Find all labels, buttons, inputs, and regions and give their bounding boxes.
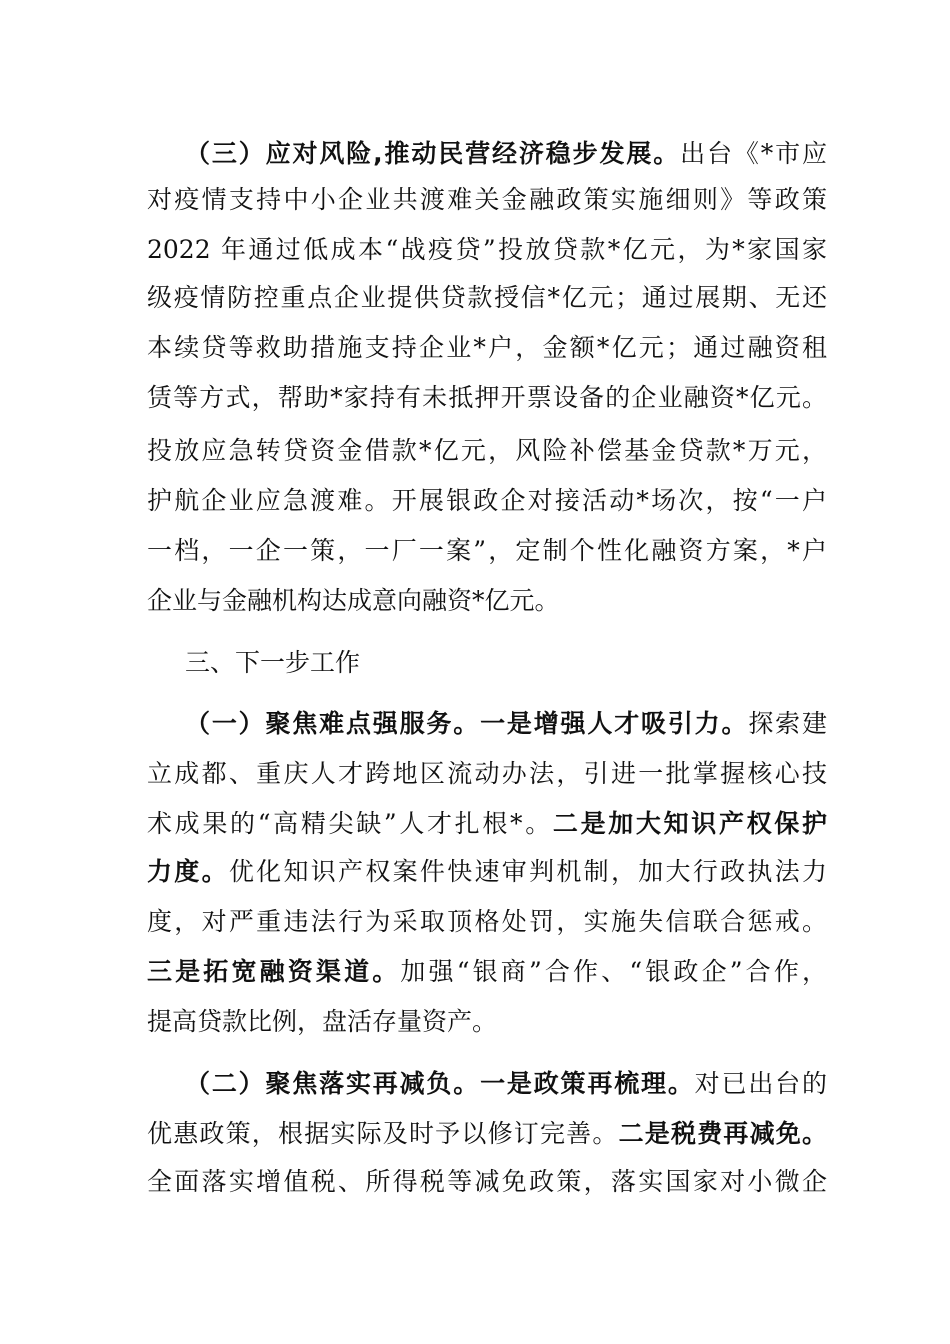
para3-line-1-text: 出台《*市应 [680, 139, 827, 168]
item1-line-7: 提高贷款比例，盘活存量资产。 [147, 1007, 498, 1036]
item2-bold-point-2: 二是税费再减免。 [618, 1119, 827, 1148]
item1-line-4-text: 优化知识产权案件快速审判机制，加大行政执法力 [228, 857, 827, 886]
item1-bold-point-3: 三是拓宽融资渠道。 [147, 957, 401, 986]
para3-line-9: 一档，一企一策，一厂一案”，定制个性化融资方案，*户 [147, 536, 827, 565]
para3-line-3: 2022 年通过低成本“战疫贷”投放贷款*亿元，为*家国家 [147, 235, 827, 264]
item1-bold-point-2: 二是加大知识产权保护 [552, 809, 827, 838]
item1-bold-point-2-end: 力度。 [147, 857, 229, 886]
item1-line-3 [147, 804, 827, 844]
para3-line-1 [185, 134, 827, 174]
para3-line-6: 赁等方式，帮助*家持有未抵押开票设备的企业融资*亿元。 [147, 383, 827, 412]
item1-bold-heading: （一）聚焦难点强服务。一是增强人才吸引力。 [185, 709, 749, 738]
item2-line-2-text: 优惠政策，根据实际及时予以修订完善。 [147, 1119, 619, 1148]
para3-line-7: 投放应急转贷资金借款*亿元，风险补偿基金贷款*万元， [147, 436, 827, 465]
item2-line-1 [185, 1064, 827, 1104]
item1-line-1-text: 探索建 [748, 709, 827, 738]
section-heading: 三、下一步工作 [185, 648, 361, 677]
para3-line-2: 对疫情支持中小企业共渡难关金融政策实施细则》等政策 [147, 185, 827, 214]
item1-line-6-text: 加强“银商”合作、“银政企”合作， [400, 957, 827, 986]
item1-line-3-text: 术成果的“高精尖缺”人才扎根*。 [147, 809, 553, 838]
item1-line-4 [147, 852, 827, 892]
item1-line-2: 立成都、重庆人才跨地区流动办法，引进一批掌握核心技 [147, 759, 827, 788]
para3-line-5: 本续贷等救助措施支持企业*户，金额*亿元；通过融资租 [147, 333, 827, 362]
item1-line-5: 度，对严重违法行为采取顶格处罚，实施失信联合惩戒。 [147, 907, 827, 936]
para3-line-10: 企业与金融机构达成意向融资*亿元。 [147, 586, 560, 615]
item2-line-3: 全面落实增值税、所得税等减免政策，落实国家对小微企 [147, 1167, 827, 1196]
para3-bold-heading: （三）应对风险,推动民营经济稳步发展。 [185, 139, 681, 168]
item2-line-1-text: 对已出台的 [694, 1069, 827, 1098]
item2-line-2 [147, 1114, 827, 1154]
item1-line-1 [185, 704, 827, 744]
para3-line-8: 护航企业应急渡难。开展银政企对接活动*场次，按“一户 [147, 486, 827, 515]
item2-bold-heading: （二）聚焦落实再减负。一是政策再梳理。 [185, 1069, 695, 1098]
para3-line-4: 级疫情防控重点企业提供贷款授信*亿元；通过展期、无还 [147, 283, 827, 312]
item1-line-6 [147, 952, 827, 992]
